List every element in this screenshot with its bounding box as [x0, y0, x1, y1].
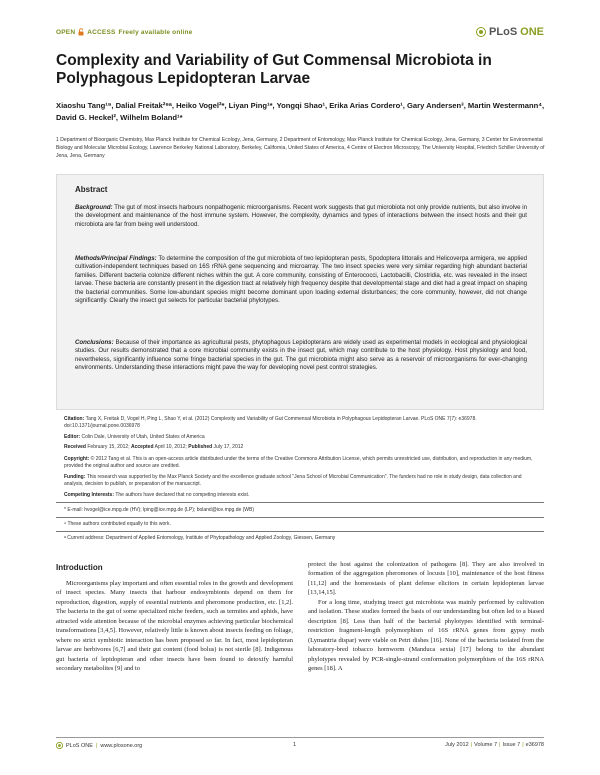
editor: Editor: Colin Dale, University of Utah, United States of America	[64, 434, 205, 440]
competing-interests: Competing Interests: The authors have declared that no competing interests exist.	[64, 492, 250, 498]
access-label: ACCESS	[87, 28, 116, 36]
meta-divider	[56, 531, 544, 532]
abstract-box	[56, 174, 544, 410]
article-title: Complexity and Variability of Gut Commensal Microbiota in Polyphagous Lepidopteran Larvae	[56, 52, 492, 87]
open-label: OPEN	[56, 28, 76, 36]
open-lock-icon	[78, 28, 84, 36]
affiliations: 1 Department of Bioorganic Chemistry, Max Planck Institute for Chemical Ecology, Jena, Germany, 2 Department of Entomology, Max Planck Institute for Chemical Ecology, Jena, Germany, 3 Center for Environmental Biology and Molecular Microbial Ecology, Lawrence Berkeley National Laboratory, Berkeley, California, United States of America, 4 Centre of Electron Microscopy, The University Hospital, Friedrich Schiller University of Jena, Jena, Germany	[56, 137, 545, 159]
methods-text: To determine the composition of the gut microbiota of two lepidopteran pests, Spodoptera littoralis and Helicoverpa armigera, we applied cultivation-independent techniques based on 16S rRNA gene sequencing and microarray. The two insect species were very similar regarding high abundant bacterial families. Different bacteria colonize different niches within the gut. A core community, consisting of Enterococci, Lactobacilli, Clostridia, etc. was revealed in the insect larvae. These bacteria are constantly present in the digestion tract at relatively high frequency despite that developmental stage and diet had a great impact on shaping the bacterial communities. Some low-abundant species might become dominant upon loading external disturbances; the core community, however, did not change significantly. Clearly the insect gut selects for particular bacterial phylotypes.	[75, 255, 527, 305]
conclusions-label: Conclusions:	[75, 339, 114, 346]
copyright: Copyright: © 2012 Tang et al. This is an open-access article distributed under the terms of the Creative Commons Attribution License, which permits unrestricted use, distribution, and reproduction in any medium, provided the original author and source are credited.	[64, 456, 533, 470]
footer-site-link[interactable]: www.plosone.org	[100, 742, 143, 749]
plos-mark-icon	[476, 27, 486, 37]
author-list: Xiaoshu Tang¹⁹, Dalial Freitak²⁹ᵃ, Heiko Vogel²*, Liyan Ping¹*, Yongqi Shao¹, Erika Arias Cordero¹, Gary Andersen³, Martin Westermann⁴, David G. Heckel², Wilhelm Boland¹*	[56, 101, 545, 122]
meta-divider	[56, 517, 544, 518]
open-access-badge	[56, 28, 193, 36]
intro-paragraph: protect the host against the colonization of pathogens [8]. They are also involved in formation of the aggregation pheromones of locusts [10], maintenance of the host fitness [11,12] and the homeostasis of plant defense elicitors in certain lepidopteran larvae [13,14,15].	[308, 561, 544, 597]
intro-left-column	[56, 579, 293, 674]
dates: Received February 15, 2012; Accepted April 10, 2012; Published July 17, 2012	[64, 444, 244, 450]
footer-journal-name: PLoS ONE	[66, 742, 93, 749]
abstract-methods	[75, 255, 527, 305]
page-number: 1	[293, 742, 297, 748]
logo-pl: PL	[489, 26, 504, 38]
intro-paragraph: For a long time, studying insect gut microbiota was mainly performed by cultivation and isolation. These studies formed the basis of our understanding but often led to a biased description [8]. Less than half of the bacterial phylotypes identified with terminal-restriction fragment-length polymorphism of 16S rRNA genes from gypsy moth (Lymantria dispar) were viable on Petri dishes [16]. None of the bacteria isolated from the laboratory-bred tobacco hornworm (Manduca sexta) [17] belong to the abundant phylotypes revealed by PCR-single-strand conformation polymorphism of the 16S rRNA genes [18]. A	[308, 598, 544, 672]
citation: Citation: Tang X, Freitak D, Vogel H, Ping L, Shao Y, et al. (2012) Complexity and Variability of Gut Commensal Microbiota in Polyphagous Lepidopteran Larvae. PLoS ONE 7(7): e36978. doi:10.1371/journal.pone.0036978	[64, 416, 477, 430]
journal-header	[56, 26, 544, 42]
intro-paragraph: Microorganisms play important and often essential roles in the growth and development of insect species. Many insects that harbour endosymbionts depend on them for reproduction, digestion, supply of essential nutrients and pheromone production, etc. [1,2]. The bacteria in the gut of some specialized niche feeders, such as termites and aphids, have attracted wide attention because of the microbial enzymes achieving particular biochemical transformations [3,4,5]. However, relatively little is known about insects feeding on foliage, where no strict symbiotic interaction has been proposed so far. In fact, most lepidopteran larvae are herbivores [6,7] and their gut content (food bolus) is not sterile [8]. Indigenous gut bacteria of lepidopteran and other insects have been found to detoxify harmful secondary metabolites [9] and to	[56, 580, 293, 673]
footer-sep: |	[95, 742, 98, 749]
intro-right-column	[308, 560, 544, 673]
conclusions-text: Because of their importance as agricultural pests, phytophagous Lepidopterans are widely used as experimental models in ecological and physiological studies. Our results demonstrated that a core microbial community exists in the insect gut, which may contribute to the host physiology. Host physiology and food, nevertheless, significantly influence some fringe bacterial species in the gut. The gut microbiota might also serve as a reservoir of microorganisms for ever-changing environments. Understanding these interactions might pave the way for developing novel pest control strategies.	[75, 339, 527, 372]
availability-label: Freely available online	[118, 28, 193, 36]
funding: Funding: This research was supported by the Max Planck Society and the excellence graduate school "Jena School of Microbial Communication". The funders had no role in study design, data collection and analysis, decision to publish, or preparation of the manuscript.	[64, 474, 522, 488]
methods-label: Methods/Principal Findings:	[75, 255, 157, 262]
footer-journal	[56, 742, 142, 749]
plos-mark-icon	[56, 742, 63, 749]
background-label: Background:	[75, 204, 113, 211]
equal-contribution: ⁹ These authors contributed equally to this work.	[64, 521, 171, 527]
logo-one: ONE	[520, 26, 544, 38]
email-line: * E-mail: hvogel@ice.mpg.de (HV); lping@ice.mpg.de (LP); boland@ice.mpg.de (WB)	[64, 507, 255, 513]
background-text: The gut of most insects harbours nonpathogenic microorganisms. Recent work suggests that gut microbiota not only provide nutrients, but also involve in the development and maintenance of the host immune system. However, the complexity, dynamics and types of interactions between the insect hosts and their gut microbiota are far from being well understood.	[75, 204, 527, 228]
abstract-heading: Abstract	[75, 185, 108, 194]
abstract-conclusions	[75, 339, 527, 373]
current-address: ᵃ Current address: Department of Applied Entomology, Institute of Phytopathology and Applied Zoology, Giessen, Germany	[64, 535, 336, 541]
page-footer	[56, 740, 544, 752]
meta-divider	[56, 502, 544, 503]
plos-one-logo	[476, 26, 544, 38]
abstract-background	[75, 204, 527, 229]
introduction-heading: Introduction	[56, 563, 103, 572]
logo-os: oS	[503, 26, 518, 38]
footer-divider	[56, 737, 544, 738]
footer-issue-info: July 2012 | Volume 7 | Issue 7 | e36978	[445, 742, 544, 748]
